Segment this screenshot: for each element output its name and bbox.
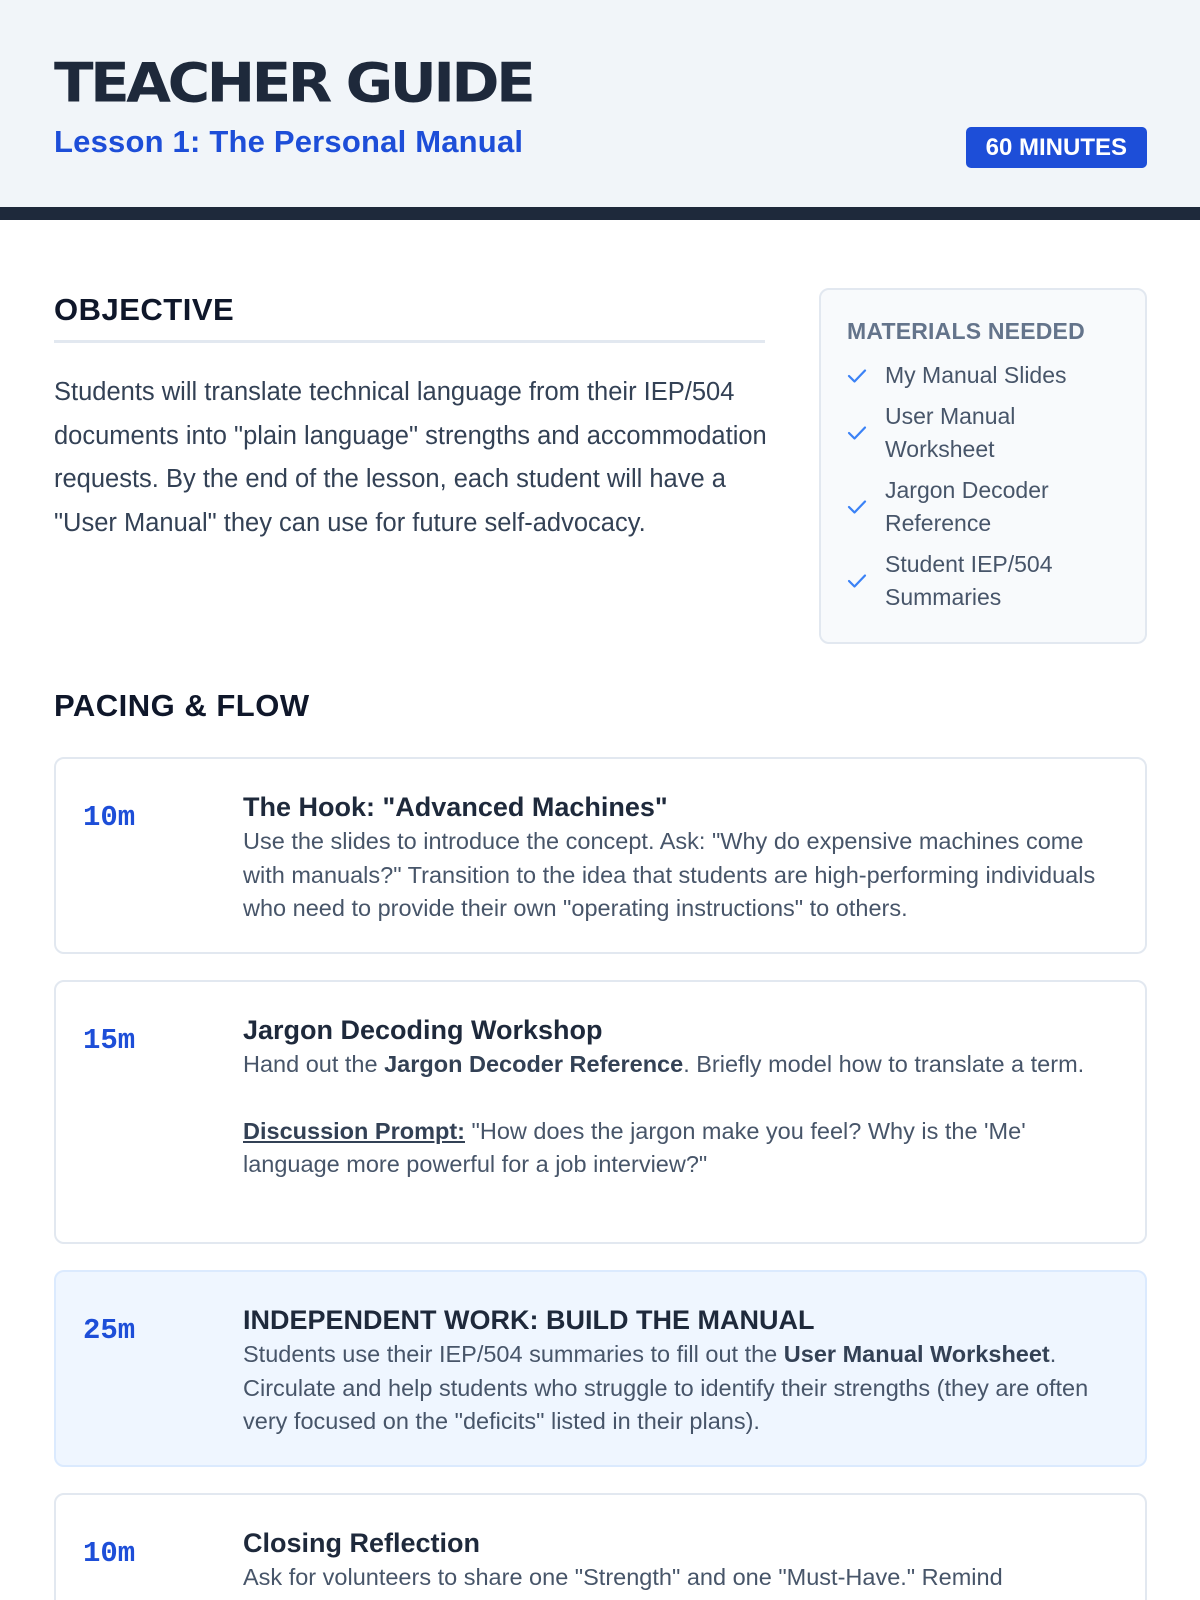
lesson-subtitle: Lesson 1: The Personal Manual	[54, 124, 524, 159]
check-icon	[847, 573, 867, 589]
pacing-heading: PACING & FLOW	[54, 688, 310, 723]
step-body	[243, 1012, 1113, 1182]
discussion-prompt	[243, 1115, 1113, 1182]
step-title: Closing Reflection	[243, 1528, 481, 1558]
material-reference: User Manual Worksheet	[783, 1341, 1050, 1367]
materials-item	[847, 400, 1119, 466]
duration-badge: 60 MINUTES	[966, 127, 1147, 168]
material-reference: Jargon Decoder Reference	[384, 1051, 684, 1077]
step-description: Ask for volunteers to share one "Strength" and one "Must-Have." Remind	[243, 1564, 1003, 1590]
objective-divider	[54, 340, 765, 343]
pacing-step-card	[54, 757, 1147, 954]
step-description: Use the slides to introduce the concept. Ask: "Why do expensive machines come with manuals?" Transition to the idea that students are high-performing individuals who need to provide their own "operating instructions" to others.	[243, 828, 1096, 921]
step-body	[243, 1525, 1113, 1595]
materials-item	[847, 548, 1119, 614]
materials-heading: MATERIALS NEEDED	[847, 318, 1085, 344]
materials-item-label: My Manual Slides	[885, 362, 1067, 388]
step-duration: 25m	[83, 1314, 136, 1347]
materials-item-label: Student IEP/504 Summaries	[885, 551, 1053, 610]
step-description: Students use their IEP/504 summaries to fill out the User Manual Worksheet. Circulate and help students who struggle to identify their strengths (they are often very focused on the "deficits" listed in their plans).	[243, 1341, 1089, 1434]
step-title: INDEPENDENT WORK: BUILD THE MANUAL	[243, 1305, 815, 1335]
step-duration: 15m	[83, 1024, 136, 1057]
step-duration: 10m	[83, 801, 136, 834]
step-title: Jargon Decoding Workshop	[243, 1015, 603, 1045]
check-icon	[847, 499, 867, 515]
step-body	[243, 789, 1113, 926]
step-body	[243, 1302, 1113, 1439]
step-title: The Hook: "Advanced Machines"	[243, 792, 668, 822]
page-title: TEACHER GUIDE	[54, 51, 533, 115]
objective-text: Students will translate technical language from their IEP/504 documents into "plain language" strengths and accommodation requests. By the end of the lesson, each student will have a "User Manual" they can use for future self-advocacy.	[54, 378, 767, 537]
step-duration: 10m	[83, 1537, 136, 1570]
check-icon	[847, 425, 867, 441]
materials-item	[847, 359, 1119, 392]
materials-item-label: Jargon Decoder Reference	[885, 477, 1049, 536]
step-description: Hand out the Jargon Decoder Reference. Briefly model how to translate a term.	[243, 1051, 1085, 1077]
pacing-step-card	[54, 1493, 1147, 1600]
discussion-prompt-label: Discussion Prompt:	[243, 1117, 465, 1144]
discussion-prompt-text: "How does the jargon make you feel? Why is the 'Me' language more powerful for a job interview?"	[243, 1117, 1026, 1177]
objective-heading: OBJECTIVE	[54, 292, 235, 327]
materials-panel	[819, 288, 1147, 644]
pacing-step-card	[54, 980, 1147, 1244]
materials-item	[847, 474, 1119, 540]
check-icon	[847, 368, 867, 384]
materials-item-label: User Manual Worksheet	[885, 403, 1016, 462]
header	[0, 0, 1200, 220]
pacing-step-card-highlight	[54, 1270, 1147, 1467]
